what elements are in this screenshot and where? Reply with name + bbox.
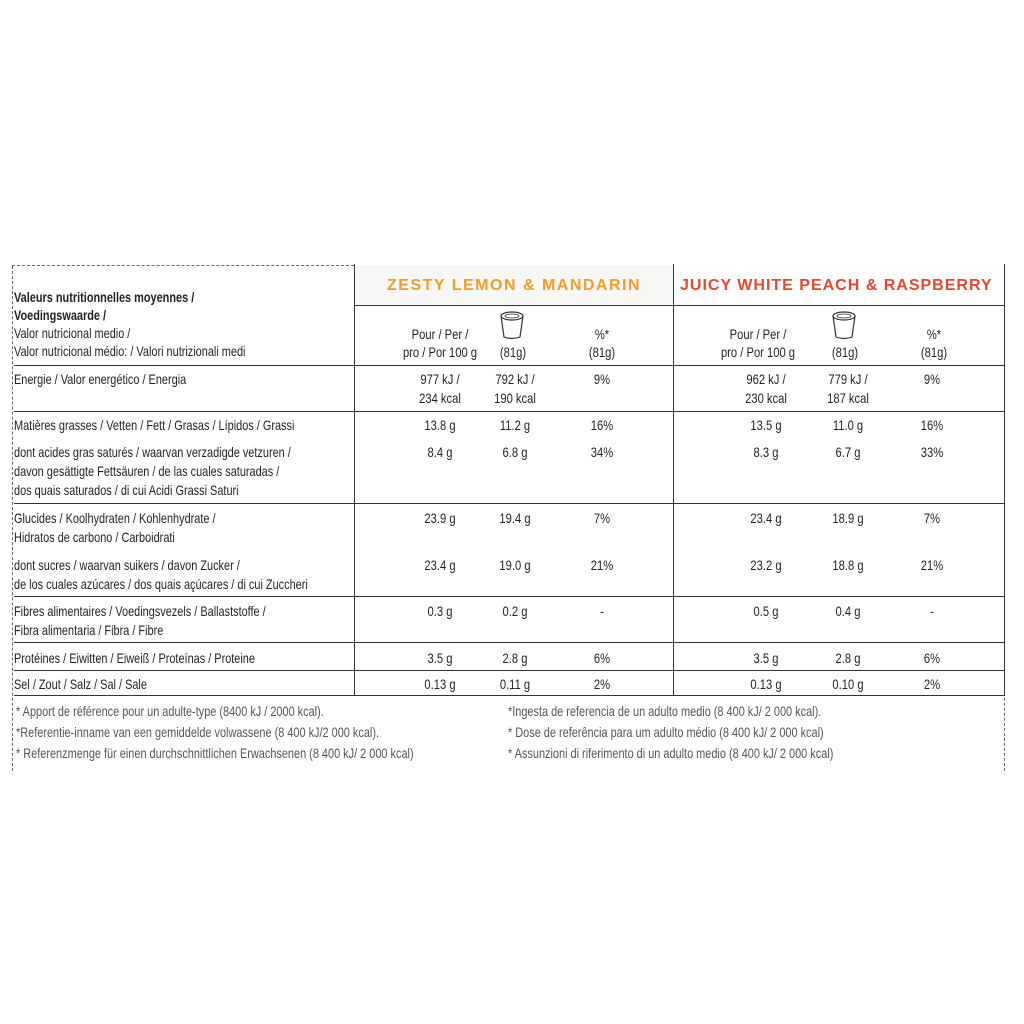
nutrient-label: Matières grasses / Vetten / Fett / Grasas / Lípidos / Grassi — [14, 417, 295, 433]
nutrient-value: 19.0 g — [499, 557, 531, 573]
nutrient-percent: 34% — [590, 444, 614, 460]
footnote-left: *Referentie-inname van een gemiddelde volwassene (8 400 kJ/2 000 kcal). — [16, 724, 380, 740]
nutrient-value: 3.5 g — [753, 650, 779, 666]
nutrient-label: Fibres alimentaires / Voedingsvezels / Ballaststoffe / — [14, 603, 266, 619]
table-title-line: Valor nutricional medio / — [14, 325, 131, 341]
header-divider — [354, 305, 1004, 306]
row-divider — [14, 596, 1004, 597]
footnote-right: * Dose de referência para um adulto médio (8 400 kJ/ 2 000 kcal) — [508, 724, 824, 740]
col-header-per100: Pour / Per / — [411, 326, 469, 342]
nutrient-label: Glucides / Koolhydraten / Kohlenhydrate / — [14, 510, 216, 526]
nutrient-value: 8.4 g — [427, 444, 453, 460]
footnote-right: *Ingesta de referencia de un adulto medio (8 400 kJ/ 2 000 kcal). — [508, 703, 822, 719]
nutrient-label: Protéines / Eiwitten / Eiweiß / Proteínas / Proteine — [14, 650, 255, 666]
nutrient-label: Hidratos de carbono / Carboidrati — [14, 529, 175, 545]
nutrient-label: de los cuales azúcares / dos quais açúcares / di cui Zuccheri — [14, 576, 308, 592]
nutrient-value: 23.4 g — [750, 510, 782, 526]
nutrient-value: 18.9 g — [832, 510, 864, 526]
nutrient-percent: 2% — [593, 676, 611, 692]
nutrient-percent: 16% — [920, 417, 944, 433]
col-header-per100: pro / Por 100 g — [402, 344, 478, 360]
nutrient-label: Energie / Valor energético / Energia — [14, 371, 187, 387]
col-header-per100: pro / Por 100 g — [720, 344, 796, 360]
table-title-line: Valeurs nutritionnelles moyennes / — [14, 289, 195, 305]
nutrient-value: 6.8 g — [502, 444, 528, 460]
table-title-line: Valor nutricional médio: / Valori nutrizionali medi — [14, 343, 246, 359]
nutrient-value: 11.2 g — [499, 417, 531, 433]
nutrient-value: 187 kcal — [827, 390, 869, 406]
nutrient-value: 0.10 g — [832, 676, 864, 692]
nutrient-label: dos quais saturados / di cui Acidi Grassi Saturi — [14, 482, 239, 498]
nutrient-value: 23.2 g — [750, 557, 782, 573]
nutrient-value: 6.7 g — [835, 444, 861, 460]
table-title-line: Voedingswaarde / — [14, 307, 107, 323]
nutrient-value: 0.2 g — [502, 603, 528, 619]
nutrient-value: 23.9 g — [424, 510, 456, 526]
nutrient-value: 23.4 g — [424, 557, 456, 573]
nutrient-percent: 6% — [923, 650, 941, 666]
nutrient-value: 234 kcal — [419, 390, 461, 406]
nutrient-value: 0.13 g — [750, 676, 782, 692]
col-header-portion: (81g) — [831, 344, 859, 360]
footnote-right: * Assunzioni di riferimento di un adulto medio (8 400 kJ/ 2 000 kcal) — [508, 745, 834, 761]
footnote-left: * Apport de référence pour un adulte-type (8400 kJ / 2000 kcal). — [16, 703, 324, 719]
col-divider-2 — [673, 264, 674, 695]
nutrient-value: 0.11 g — [499, 676, 531, 692]
yogurt-cup-icon — [500, 310, 524, 340]
nutrient-percent: 6% — [593, 650, 611, 666]
footnote-left: * Referenzmenge für einen durchschnittlichen Erwachsenen (8 400 kJ/ 2 000 kcal) — [16, 745, 414, 761]
nutrient-value: 0.4 g — [835, 603, 861, 619]
product2-title: JUICY WHITE PEACH & RASPBERRY — [680, 277, 993, 294]
nutrient-value: 977 kJ / — [420, 371, 460, 387]
nutrient-percent: - — [930, 603, 934, 619]
nutrient-value: 230 kcal — [745, 390, 787, 406]
nutrient-value: 19.4 g — [499, 510, 531, 526]
nutrient-value: 792 kJ / — [495, 371, 535, 387]
col-header-percent: (81g) — [920, 344, 948, 360]
col-header-percent: %* — [926, 326, 942, 342]
col-header-portion: (81g) — [499, 344, 527, 360]
row-divider — [14, 411, 1004, 412]
nutrient-label: Fibra alimentaria / Fibra / Fibre — [14, 622, 164, 638]
nutrient-value: 11.0 g — [832, 417, 864, 433]
row-divider — [14, 642, 1004, 643]
col-header-percent: (81g) — [588, 344, 616, 360]
col-header-percent: %* — [594, 326, 610, 342]
nutrient-percent: 7% — [593, 510, 611, 526]
row-divider — [14, 365, 1004, 366]
nutrient-label: dont acides gras saturés / waarvan verzadigde vetzuren / — [14, 444, 291, 460]
nutrient-percent: 21% — [920, 557, 944, 573]
nutrient-value: 2.8 g — [835, 650, 861, 666]
nutrient-value: 2.8 g — [502, 650, 528, 666]
nutrient-value: 962 kJ / — [746, 371, 786, 387]
nutrient-label: davon gesättigte Fettsäuren / de las cuales saturadas / — [14, 463, 280, 479]
nutrient-value: 0.5 g — [753, 603, 779, 619]
col-divider-1 — [354, 264, 355, 695]
nutrient-value: 0.3 g — [427, 603, 453, 619]
nutrient-percent: 9% — [923, 371, 941, 387]
nutrient-percent: 9% — [593, 371, 611, 387]
row-divider — [14, 670, 1004, 671]
nutrient-percent: 2% — [923, 676, 941, 692]
nutrient-percent: - — [600, 603, 604, 619]
nutrient-value: 190 kcal — [494, 390, 536, 406]
nutrient-percent: 21% — [590, 557, 614, 573]
nutrient-value: 0.13 g — [424, 676, 456, 692]
nutrient-value: 779 kJ / — [828, 371, 868, 387]
row-divider — [14, 503, 1004, 504]
nutrient-label: Sel / Zout / Salz / Sal / Sale — [14, 676, 147, 692]
col-header-per100: Pour / Per / — [729, 326, 787, 342]
nutrient-label: dont sucres / waarvan suikers / davon Zucker / — [14, 557, 240, 573]
nutrient-percent: 33% — [920, 444, 944, 460]
nutrient-percent: 16% — [590, 417, 614, 433]
nutrient-value: 18.8 g — [832, 557, 864, 573]
nutrient-value: 13.5 g — [750, 417, 782, 433]
nutrient-value: 3.5 g — [427, 650, 453, 666]
nutrient-value: 8.3 g — [753, 444, 779, 460]
product1-title: ZESTY LEMON & MANDARIN — [387, 277, 642, 294]
nutrient-percent: 7% — [923, 510, 941, 526]
cut-line-left — [12, 266, 13, 771]
col-divider-3 — [1004, 264, 1005, 695]
nutrient-value: 13.8 g — [424, 417, 456, 433]
yogurt-cup-icon — [832, 310, 856, 340]
